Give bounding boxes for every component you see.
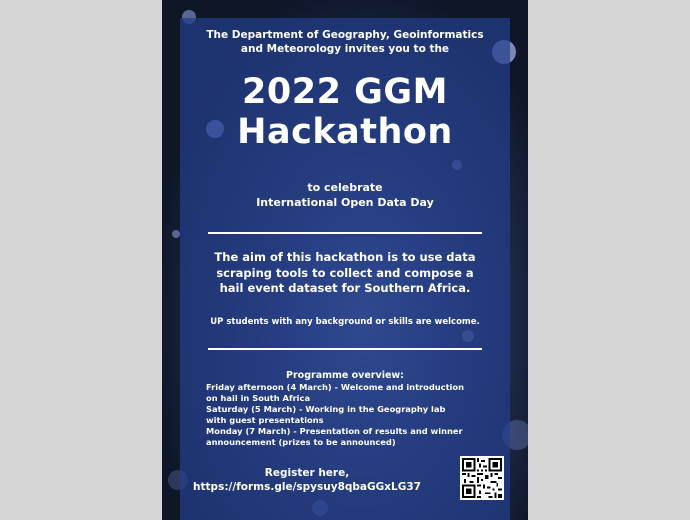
intro-text: The Department of Geography, Geoinformatics and Meteorology invites you to the xyxy=(206,29,484,55)
event-title xyxy=(162,72,528,152)
register-label: Register here, xyxy=(264,467,350,479)
divider-bottom xyxy=(208,348,482,350)
programme-item-saturday: Saturday (5 March) - Working in the Geography lab with guest presentations xyxy=(206,404,446,425)
title-line-2: Hackathon xyxy=(237,112,453,152)
register-block xyxy=(162,466,452,494)
celebrate-line-1: to celebrate xyxy=(307,181,383,194)
programme-heading: Programme overview: xyxy=(286,370,404,381)
celebrate-text xyxy=(162,180,528,210)
celebrate-line-2: International Open Data Day xyxy=(256,196,434,209)
divider-top xyxy=(208,232,482,234)
programme-item-monday: Monday (7 March) - Presentation of results and winner announcement (prizes to be announced) xyxy=(206,426,463,447)
register-link[interactable]: https://forms.gle/spysuy8qbaGGxLG37 xyxy=(193,481,421,493)
welcome-text: UP students with any background or skills are welcome. xyxy=(210,317,480,327)
event-poster xyxy=(162,0,528,520)
aim-text: The aim of this hackathon is to use data scraping tools to collect and compose a hail event dataset for Southern Africa. xyxy=(214,250,476,295)
title-line-1: 2022 GGM xyxy=(242,72,448,112)
qr-code-icon[interactable] xyxy=(460,456,504,500)
programme-list xyxy=(206,382,468,448)
programme-item-friday: Friday afternoon (4 March) - Welcome and introduction on hail in South Africa xyxy=(206,382,465,403)
